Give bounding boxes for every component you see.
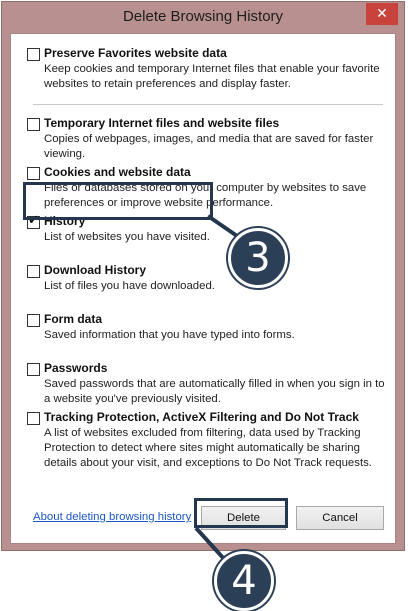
delete-button[interactable]: Delete bbox=[201, 506, 286, 530]
option-description: A list of websites excluded from filtering, data used by Tracking Protection to detect where sites might automatically be sharing details about your visit, and exceptions to Do Not Track requests. bbox=[44, 427, 372, 469]
option-description: List of websites you have visited. bbox=[44, 231, 210, 243]
option-description: Copies of webpages, images, and media that are saved for faster viewing. bbox=[44, 133, 374, 160]
checkmark-icon: ✔ bbox=[28, 213, 39, 228]
step-4-callout: 4 bbox=[214, 551, 274, 611]
option-label[interactable]: Form data bbox=[44, 312, 103, 326]
option-label[interactable]: History bbox=[44, 214, 86, 228]
callout-3-connector bbox=[208, 216, 240, 238]
option-description: Files or databases stored on your computer by websites to save preferences or improve website performance. bbox=[44, 182, 367, 209]
option-label[interactable]: Cookies and website data bbox=[44, 165, 191, 179]
option-label[interactable]: Temporary Internet files and website files bbox=[44, 116, 280, 130]
option-label[interactable]: Download History bbox=[44, 263, 147, 277]
option-description: List of files you have downloaded. bbox=[44, 280, 215, 292]
step-3-callout: 3 bbox=[228, 228, 288, 288]
option-description: Keep cookies and temporary Internet files that enable your favorite websites to retain preferences and display faster. bbox=[44, 63, 380, 90]
option-description: Saved passwords that are automatically filled in when you sign in to a website you've previously visited. bbox=[44, 378, 385, 405]
window-title: Delete Browsing History bbox=[122, 8, 284, 25]
option-description: Saved information that you have typed into forms. bbox=[44, 329, 295, 341]
cancel-button[interactable]: Cancel bbox=[296, 506, 384, 530]
close-icon: ✕ bbox=[376, 6, 388, 22]
option-label[interactable]: Tracking Protection, ActiveX Filtering and Do Not Track bbox=[44, 410, 359, 424]
about-deleting-history-link[interactable]: About deleting browsing history bbox=[33, 511, 192, 523]
option-label[interactable]: Preserve Favorites website data bbox=[44, 46, 227, 60]
option-label[interactable]: Passwords bbox=[44, 361, 108, 375]
callout-4-connector bbox=[196, 528, 225, 560]
